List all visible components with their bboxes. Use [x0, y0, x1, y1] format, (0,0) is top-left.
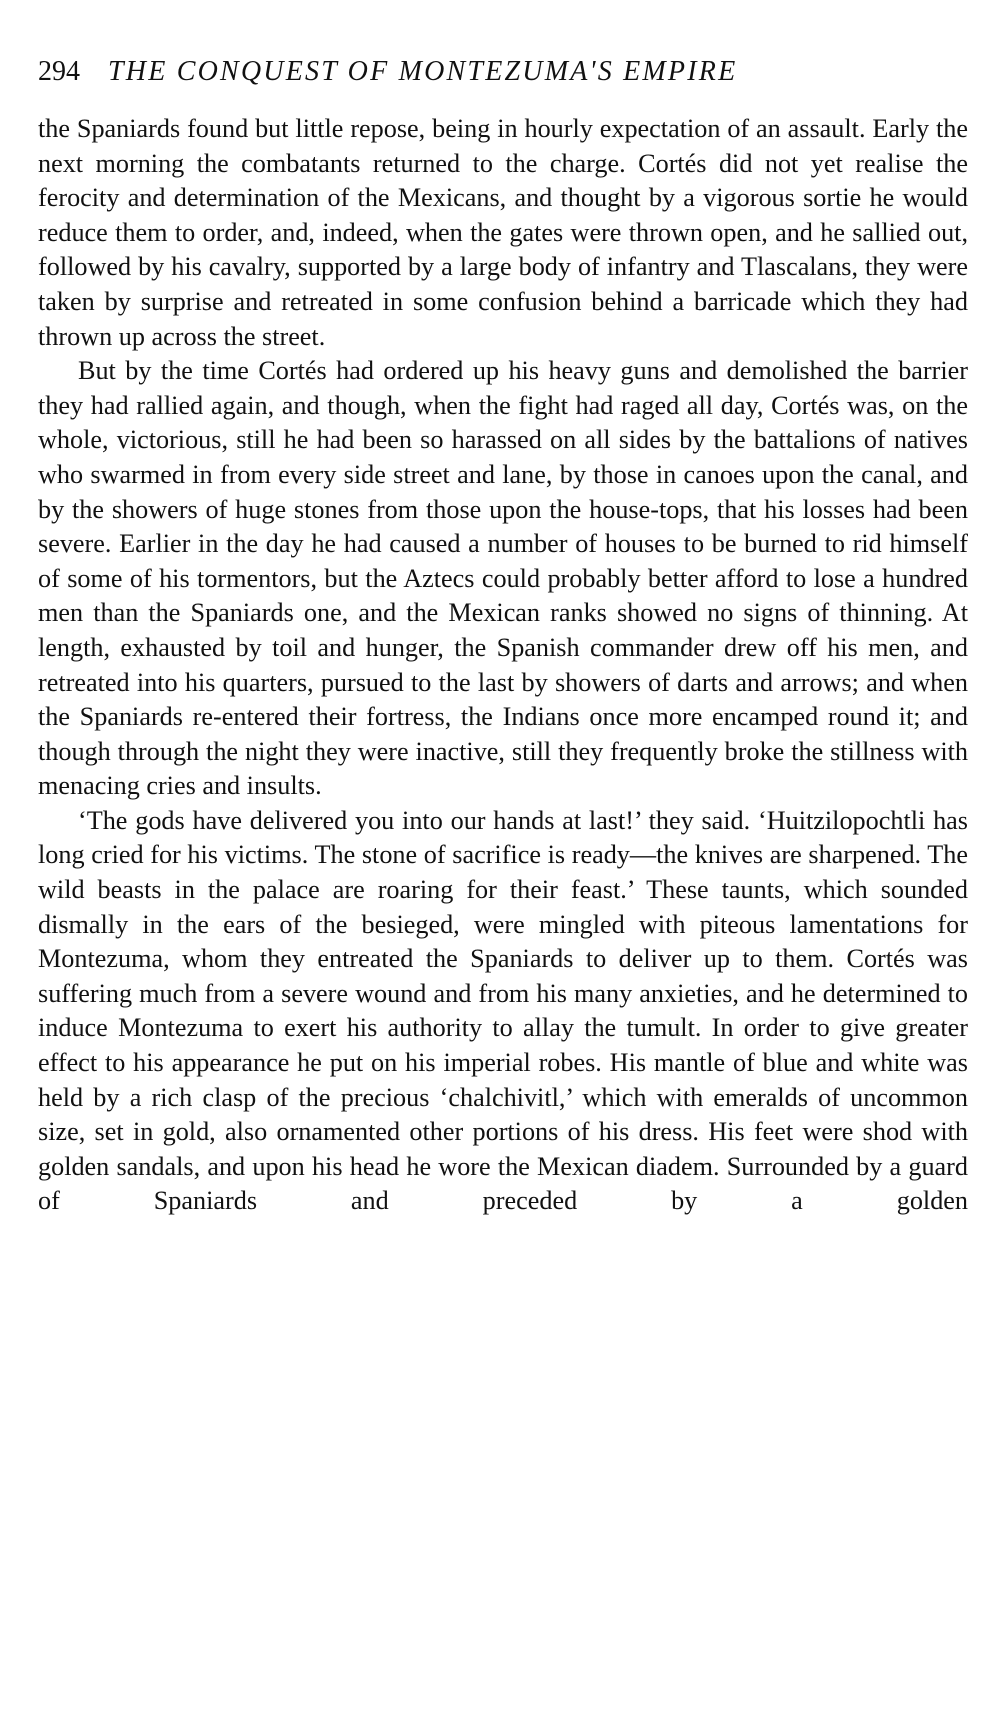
paragraph: But by the time Cortés had ordered up his heavy guns and demolished the barrier they had rallied again, and though, when the fight had raged all day, Cortés was, on the whole, victorious, still he had been so harassed on all sides by the battalions of natives who swarmed in from every side street and lane, by those in canoes upon the canal, and by the showers of huge stones from those upon the house-tops, that his losses had been severe. Earlier in the day he had caused a number of houses to be burned to rid himself of some of his tormentors, but the Aztecs could probably better afford to lose a hundred men than the Spaniards one, and the Mexican ranks showed no signs of thinning. At length, exhausted by toil and hunger, the Spanish commander drew off his men, and retreated into his quarters, pursued to the last by showers of darts and arrows; and when the Spaniards re-entered their fortress, the Indians once more encamped round it; and though through the night they were inactive, still they frequently broke the stillness with menacing cries and insults. — [38, 356, 968, 801]
running-head — [38, 52, 968, 92]
paragraph-continued: the Spaniards found but little repose, being in hourly expectation of an assault. Early the next morning the combatants returned to the charge. Cortés did not yet realise the ferocity and determination of the Mexicans, and thought by a vigorous sortie he would reduce them to order, and, indeed, when the gates were thrown open, and he sallied out, followed by his cavalry, supported by a large body of infantry and Tlascalans, they were taken by surprise and retreated in some confusion behind a barricade which they had thrown up across the street. — [38, 114, 968, 351]
paragraph: ‘The gods have delivered you into our hands at last!’ they said. ‘Huitzilopochtli has long cried for his victims. The stone of sacrifice is ready—the knives are sharpened. The wild beasts in the palace are roaring for their feast.’ These taunts, which sounded dismally in the ears of the besieged, were mingled with piteous lamentations for Montezuma, whom they entreated the Spaniards to deliver up to them. Cortés was suffering much from a severe wound and from his many anxieties, and he determined to induce Montezuma to exert his authority to allay the tumult. In order to give greater effect to his appearance he put on his imperial robes. His mantle of blue and white was held by a rich clasp of the precious ‘chalchivitl,’ which with emeralds of uncommon size, set in gold, also ornamented other portions of his dress. His feet were shod with golden sandals, and upon his head he wore the Mexican diadem. Surrounded by a guard of Spaniards and preceded by a golden — [38, 805, 968, 1216]
body-text — [38, 112, 968, 1219]
running-title: THE CONQUEST OF MONTEZUMA'S EMPIRE — [108, 56, 738, 87]
page-number: 294 — [38, 56, 80, 87]
